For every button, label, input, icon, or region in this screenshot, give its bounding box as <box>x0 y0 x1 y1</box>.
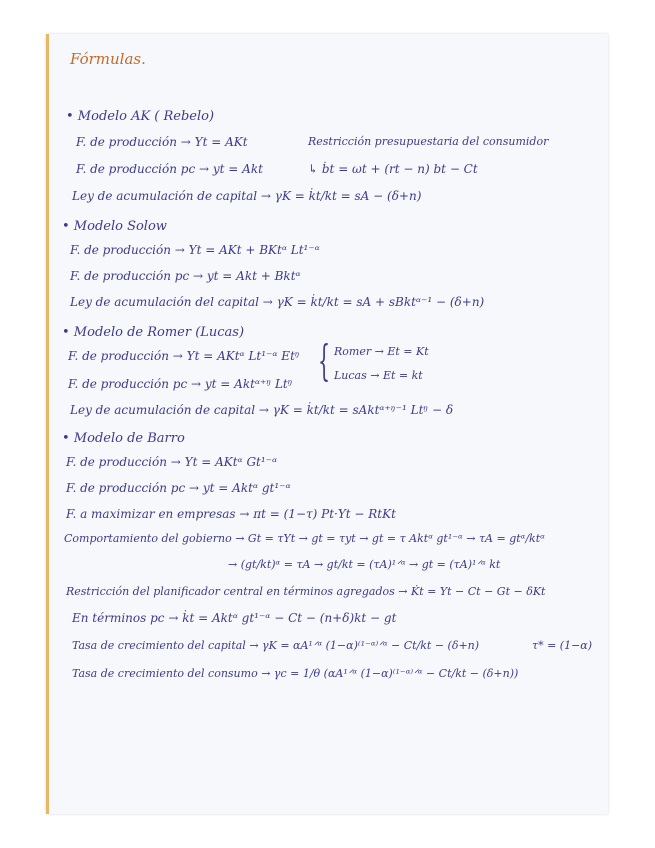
page-title: Fórmulas. <box>70 50 146 68</box>
barro-consumption-growth: Tasa de crecimiento del consumo → γc = 1/θ (αA¹ᐟᵅ (1−α)⁽¹⁻ᵅ⁾ᐟᵅ − Ct/kt − (δ+n)) <box>72 667 519 680</box>
margin-line <box>46 34 49 814</box>
barro-capital-growth: Tasa de crecimiento del capital → γK = αA¹ᐟᵅ (1−α)⁽¹⁻ᵅ⁾ᐟᵅ − Ct/kt − (δ+n) <box>72 639 480 652</box>
romer-production: F. de producción → Yt = AKtᵅ Lt¹⁻ᵅ Etᵑ <box>68 349 300 363</box>
romer-case-romer: Romer → Et = Kt <box>334 345 429 358</box>
barro-production: F. de producción → Yt = AKtᵅ Gt¹⁻ᵅ <box>66 455 278 469</box>
ak-capital-law: Ley de acumulación de capital → γK = k̇t/kt = sA − (δ+n) <box>72 189 422 203</box>
romer-production-pc: F. de producción pc → yt = Aktᵅ⁺ᵑ Ltᵑ <box>68 377 293 391</box>
ak-production: F. de producción → Yt = AKt <box>76 135 248 149</box>
barro-government-1: Comportamiento del gobierno → Gt = τYt → gt = τyt → gt = τ Aktᵅ gt¹⁻ᵅ → τA = gtᵅ/ktᵅ <box>64 532 545 545</box>
ak-heading: • Modelo AK ( Rebelo) <box>66 109 215 124</box>
barro-optimal-tax: τ* = (1−α) <box>532 639 593 652</box>
barro-firm-objective: F. a maximizar en empresas → πt = (1−τ) Pt·Yt − RtKt <box>66 507 396 521</box>
ak-budget-title: Restricción presupuestaria del consumidor <box>308 135 549 148</box>
cases-brace: { <box>318 336 331 385</box>
barro-planner-constraint: Restricción del planificador central en términos agregados → K̇t = Yt − Ct − Gt − δKt <box>66 585 546 598</box>
barro-per-capita: En términos pc → k̇t = Aktᵅ gt¹⁻ᵅ − Ct − (n+δ)kt − gt <box>72 611 397 625</box>
solow-heading: • Modelo Solow <box>62 219 167 234</box>
solow-production: F. de producción → Yt = AKt + BKtᵅ Lt¹⁻ᵅ <box>70 243 320 257</box>
romer-heading: • Modelo de Romer (Lucas) <box>62 325 245 340</box>
solow-production-pc: F. de producción pc → yt = Akt + Bktᵅ <box>70 269 301 283</box>
romer-case-lucas: Lucas → Et = kt <box>334 369 423 382</box>
ak-budget-equation: ↳ ḃt = ωt + (rt − n) bt − Ct <box>308 162 478 176</box>
barro-production-pc: F. de producción pc → yt = Aktᵅ gt¹⁻ᵅ <box>66 481 291 495</box>
notebook-page <box>46 34 608 814</box>
romer-capital-law: Ley de acumulación de capital → γK = k̇t/kt = sAktᵅ⁺ᵑ⁻¹ Ltᵑ − δ <box>70 403 454 417</box>
ak-production-pc: F. de producción pc → yt = Akt <box>76 162 263 176</box>
barro-government-2: → (gt/kt)ᵅ = τA → gt/kt = (τA)¹ᐟᵅ → gt = (τA)¹ᐟᵅ kt <box>228 558 501 571</box>
solow-capital-law: Ley de acumulación del capital → γK = k̇t/kt = sA + sBktᵅ⁻¹ − (δ+n) <box>70 295 485 309</box>
barro-heading: • Modelo de Barro <box>62 431 185 446</box>
